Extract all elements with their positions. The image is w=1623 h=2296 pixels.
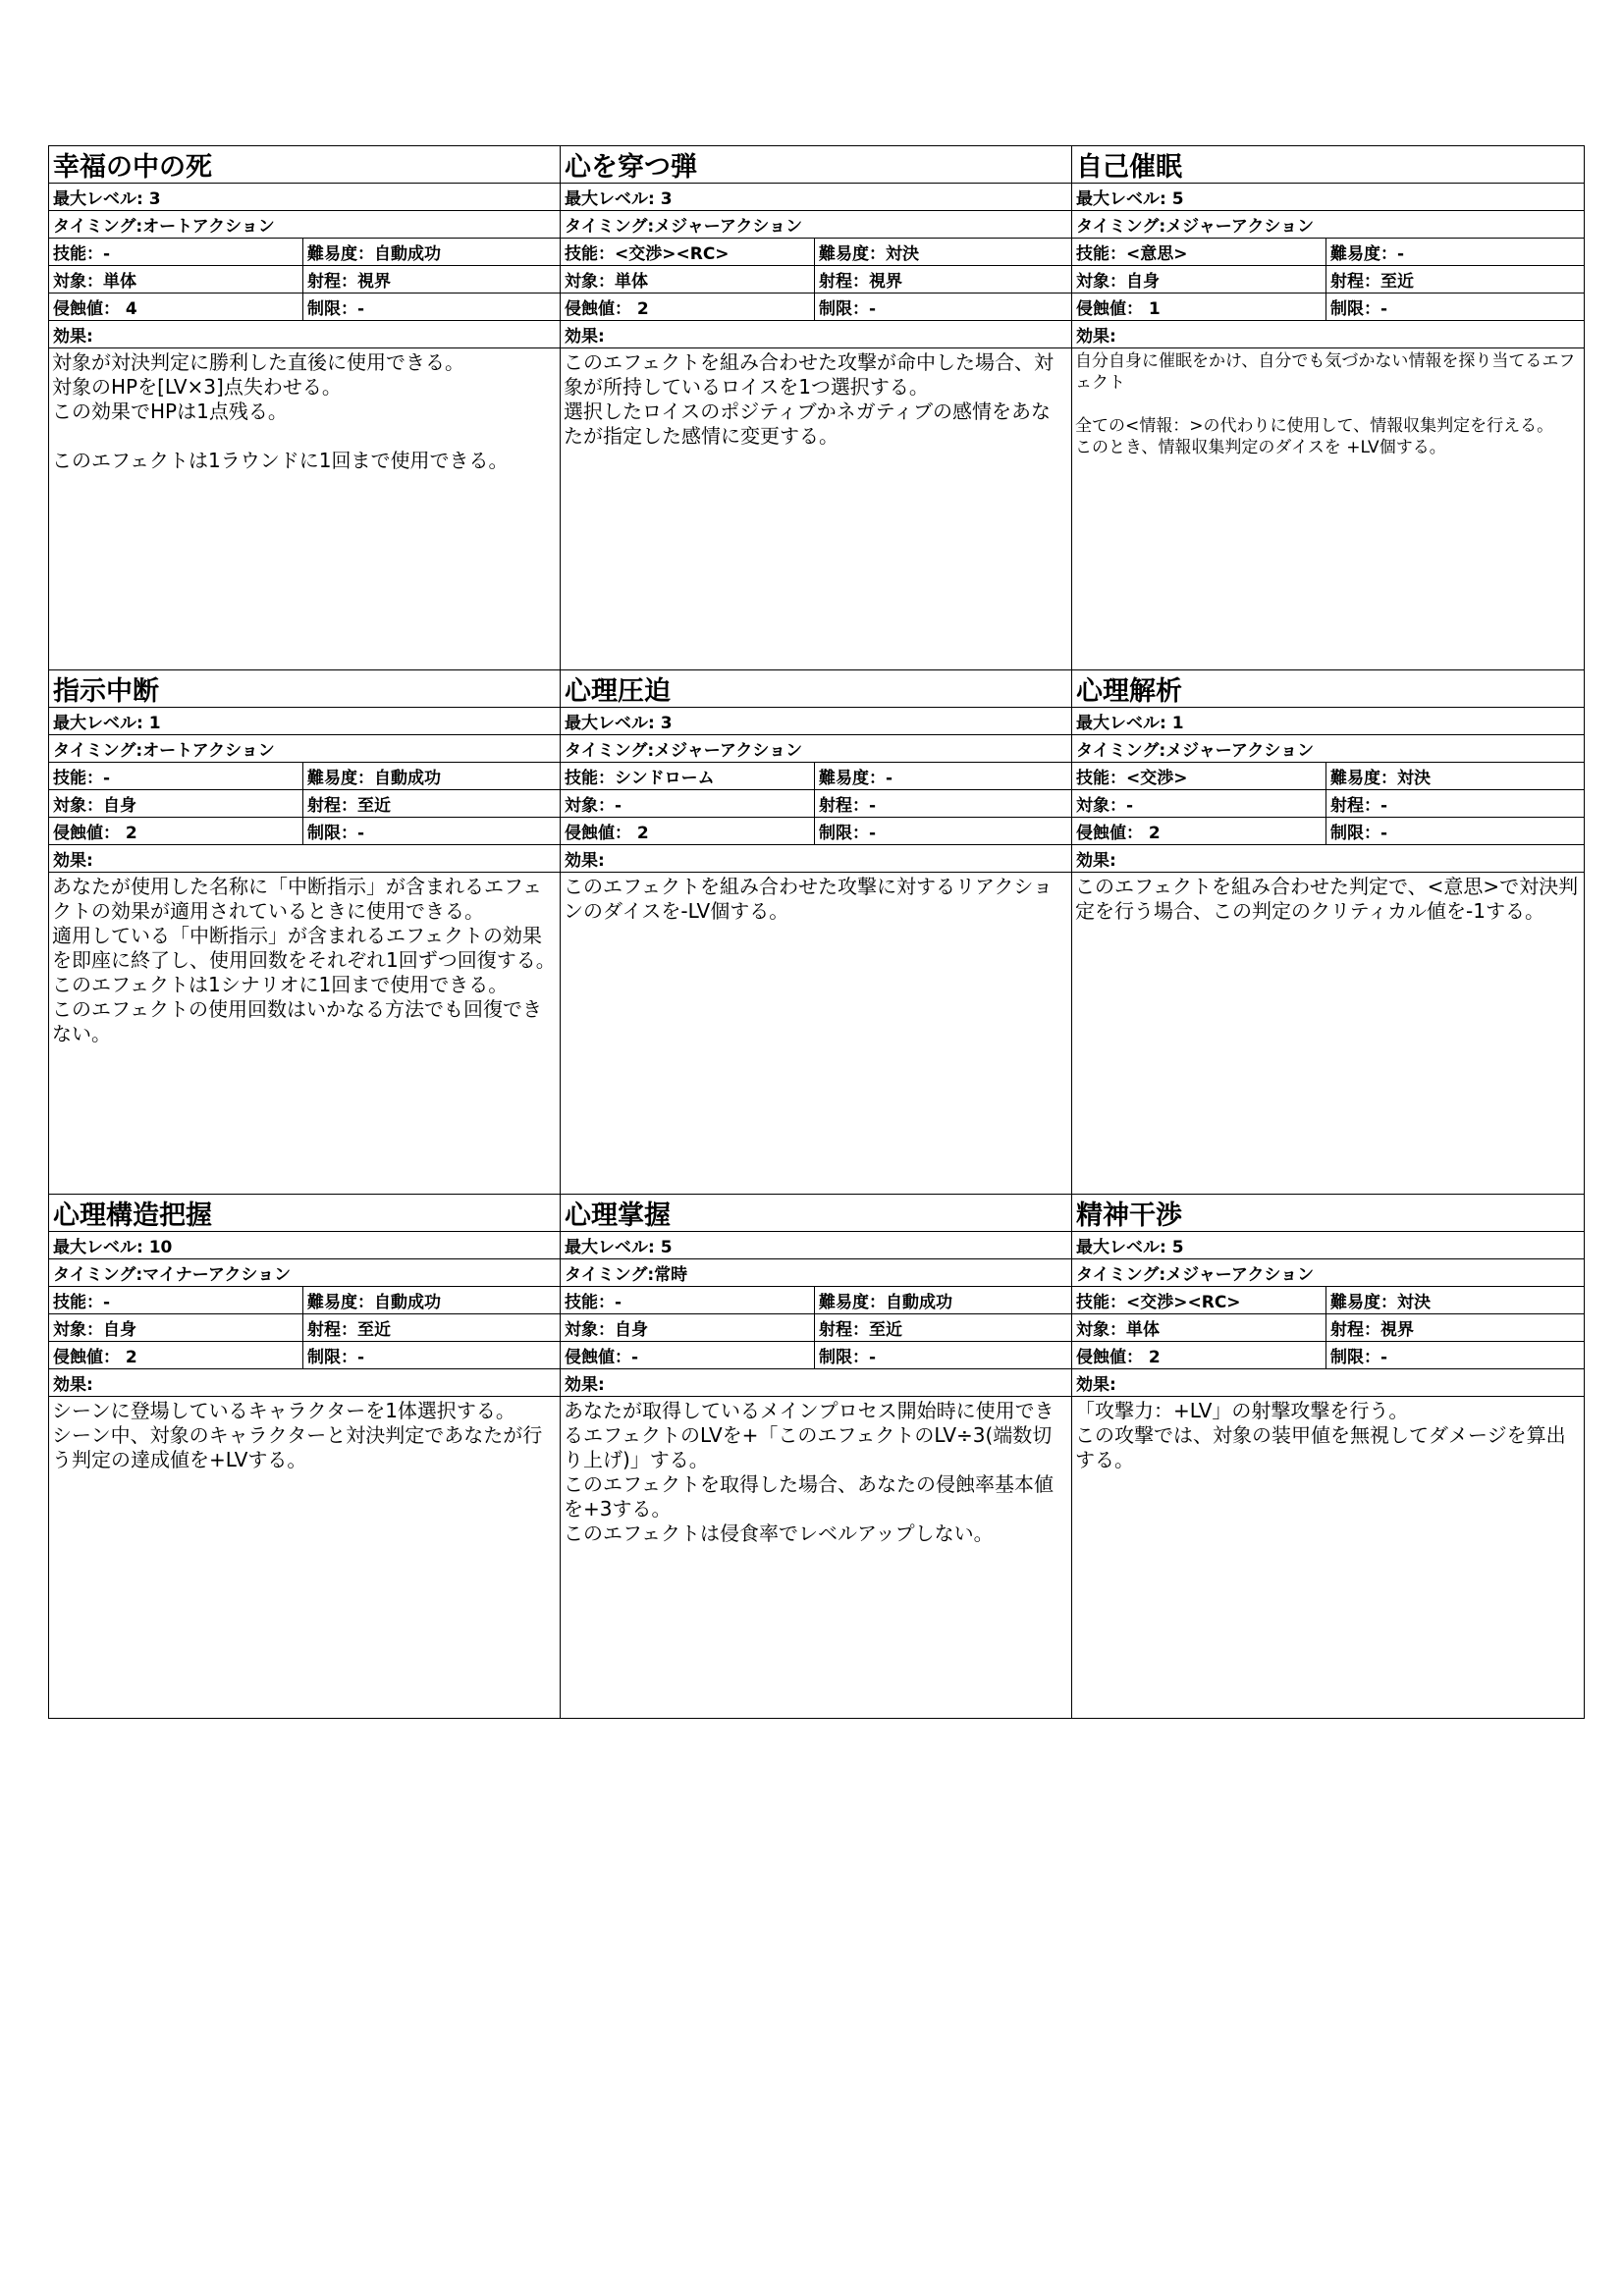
erosion: 侵蝕値： 2 — [1072, 1342, 1326, 1368]
target-range-row — [1072, 1314, 1584, 1342]
limit: 制限：- — [307, 299, 365, 319]
skill-difficulty-row — [49, 763, 560, 790]
erosion: 侵蝕値： 2 — [561, 294, 815, 320]
erosion: 侵蝕値： 1 — [1072, 294, 1326, 320]
effect-card — [1072, 1195, 1585, 1719]
target-range-row — [561, 1314, 1071, 1342]
effect-name: 指示中断 — [49, 670, 560, 708]
skill-difficulty-row — [561, 239, 1071, 266]
target-range-row — [561, 790, 1071, 818]
effect-name: 心理圧迫 — [561, 670, 1071, 708]
erosion-limit-row — [561, 818, 1071, 845]
target: 対象：自身 — [1072, 266, 1326, 293]
target: 対象：単体 — [49, 266, 303, 293]
target: 対象：単体 — [561, 266, 815, 293]
timing: タイミング:メジャーアクション — [561, 735, 1071, 763]
effect-description: シーンに登場しているキャラクターを1体選択する。 シーン中、対象のキャラクターと対決判定であなたが行う判定の達成値を+LVする。 — [52, 1399, 543, 1471]
limit: 制限：- — [1330, 1348, 1388, 1367]
effect-card — [1072, 146, 1585, 670]
range: 射程：- — [819, 796, 877, 816]
difficulty: 難易度：- — [1330, 244, 1405, 264]
max-level: 最大レベル: 1 — [1072, 708, 1584, 735]
timing: タイミング:メジャーアクション — [1072, 211, 1584, 239]
effect-label: 効果: — [1072, 1369, 1584, 1397]
effect-card — [561, 670, 1072, 1195]
effect-description: 「攻撃力：+LV」の射撃攻撃を行う。 この攻撃では、対象の装甲値を無視してダメージを算出する。 — [1075, 1399, 1566, 1471]
erosion: 侵蝕値：- — [561, 1342, 815, 1368]
effect-label: 効果: — [49, 845, 560, 873]
target-range-row — [49, 266, 560, 294]
effect-name: 幸福の中の死 — [49, 146, 560, 184]
limit: 制限：- — [1330, 299, 1388, 319]
effect-card — [561, 146, 1072, 670]
skill: 技能：- — [49, 1287, 303, 1313]
effect-name: 心理構造把握 — [49, 1195, 560, 1232]
max-level: 最大レベル: 5 — [561, 1232, 1071, 1259]
max-level: 最大レベル: 3 — [561, 708, 1071, 735]
target: 対象：自身 — [49, 790, 303, 817]
skill: 技能：<意思> — [1072, 239, 1326, 265]
target: 対象：- — [1072, 790, 1326, 817]
difficulty: 難易度：対決 — [1330, 1293, 1431, 1312]
erosion-limit-row — [561, 294, 1071, 321]
effect-card — [1072, 670, 1585, 1195]
skill: 技能：<交渉><RC> — [1072, 1287, 1326, 1313]
limit: 制限：- — [819, 824, 877, 843]
effect-label: 効果: — [1072, 845, 1584, 873]
effect-description: このエフェクトを組み合わせた判定で、<意思>で対決判定を行う場合、この判定のクリティカル値を-1する。 — [1075, 875, 1579, 923]
range: 射程：至近 — [307, 796, 391, 816]
effect-label: 効果: — [49, 321, 560, 348]
timing: タイミング:マイナーアクション — [49, 1259, 560, 1287]
max-level: 最大レベル: 1 — [49, 708, 560, 735]
difficulty: 難易度：自動成功 — [307, 244, 441, 264]
difficulty: 難易度：自動成功 — [307, 1293, 441, 1312]
effect-label: 効果: — [561, 1369, 1071, 1397]
erosion: 侵蝕値： 2 — [1072, 818, 1326, 844]
difficulty: 難易度：対決 — [819, 244, 919, 264]
skill-difficulty-row — [49, 239, 560, 266]
max-level: 最大レベル: 5 — [1072, 1232, 1584, 1259]
erosion-limit-row — [49, 1342, 560, 1369]
timing: タイミング:オートアクション — [49, 735, 560, 763]
target: 対象：自身 — [49, 1314, 303, 1341]
erosion-limit-row — [561, 1342, 1071, 1369]
erosion-limit-row — [1072, 294, 1584, 321]
skill-difficulty-row — [561, 1287, 1071, 1314]
skill-difficulty-row — [1072, 763, 1584, 790]
difficulty: 難易度：自動成功 — [307, 769, 441, 788]
effect-name: 心を穿つ弾 — [561, 146, 1071, 184]
erosion: 侵蝕値： 2 — [49, 1342, 303, 1368]
skill: 技能：シンドローム — [561, 763, 815, 789]
erosion-limit-row — [49, 818, 560, 845]
target-range-row — [49, 1314, 560, 1342]
timing: タイミング:常時 — [561, 1259, 1071, 1287]
effect-label: 効果: — [49, 1369, 560, 1397]
limit: 制限：- — [819, 1348, 877, 1367]
erosion: 侵蝕値： 2 — [561, 818, 815, 844]
effect-name: 心理掌握 — [561, 1195, 1071, 1232]
effect-card-sheet — [48, 145, 1585, 1719]
range: 射程：- — [1330, 796, 1388, 816]
timing: タイミング:メジャーアクション — [1072, 735, 1584, 763]
skill: 技能：<交渉> — [1072, 763, 1326, 789]
effect-name: 心理解析 — [1072, 670, 1584, 708]
skill: 技能：<交渉><RC> — [561, 239, 815, 265]
max-level: 最大レベル: 3 — [561, 184, 1071, 211]
limit: 制限：- — [819, 299, 877, 319]
timing: タイミング:オートアクション — [49, 211, 560, 239]
timing: タイミング:メジャーアクション — [561, 211, 1071, 239]
effect-description: 対象が対決判定に勝利した直後に使用できる。 対象のHPを[LV×3]点失わせる。 この効果でHPは1点残る。 このエフェクトは1ラウンドに1回まで使用できる。 — [52, 350, 509, 472]
range: 射程：至近 — [307, 1320, 391, 1340]
effect-name: 精神干渉 — [1072, 1195, 1584, 1232]
target-range-row — [1072, 266, 1584, 294]
target: 対象：自身 — [561, 1314, 815, 1341]
limit: 制限：- — [307, 824, 365, 843]
skill: 技能：- — [49, 763, 303, 789]
limit: 制限：- — [1330, 824, 1388, 843]
skill-difficulty-row — [561, 763, 1071, 790]
limit: 制限：- — [307, 1348, 365, 1367]
effect-label: 効果: — [561, 845, 1071, 873]
max-level: 最大レベル: 10 — [49, 1232, 560, 1259]
range: 射程：視界 — [1330, 1320, 1414, 1340]
range: 射程：視界 — [307, 272, 391, 292]
target-range-row — [561, 266, 1071, 294]
skill-difficulty-row — [49, 1287, 560, 1314]
erosion: 侵蝕値： 4 — [49, 294, 303, 320]
effect-label: 効果: — [561, 321, 1071, 348]
skill: 技能：- — [49, 239, 303, 265]
effect-description: あなたが取得しているメインプロセス開始時に使用できるエフェクトのLVを+「このエフェクトのLV÷3(端数切り上げ)」する。 このエフェクトを取得した場合、あなたの侵蝕率基本値を+3する。 このエフェクトは侵食率でレベルアップしない。 — [564, 1399, 1055, 1545]
max-level: 最大レベル: 5 — [1072, 184, 1584, 211]
effect-label: 効果: — [1072, 321, 1584, 348]
effect-description: このエフェクトを組み合わせた攻撃に対するリアクションのダイスを-LV個する。 — [564, 875, 1053, 923]
skill-difficulty-row — [1072, 239, 1584, 266]
max-level: 最大レベル: 3 — [49, 184, 560, 211]
skill-difficulty-row — [1072, 1287, 1584, 1314]
erosion-limit-row — [1072, 1342, 1584, 1369]
difficulty: 難易度：対決 — [1330, 769, 1431, 788]
skill: 技能：- — [561, 1287, 815, 1313]
difficulty: 難易度：自動成功 — [819, 1293, 952, 1312]
effect-description: このエフェクトを組み合わせた攻撃が命中した場合、対象が所持しているロイスを1つ選択する。 選択したロイスのポジティブかネガティブの感情をあなたが指定した感情に変更する。 — [564, 350, 1054, 448]
erosion: 侵蝕値： 2 — [49, 818, 303, 844]
erosion-limit-row — [49, 294, 560, 321]
effect-description: あなたが使用した名称に「中断指示」が含まれるエフェクトの効果が適用されているときに使用できる。 適用している「中断指示」が含まれるエフェクトの効果を即座に終了し、使用回数をそれぞれ1回ずつ回復する。 このエフェクトは1シナリオに1回まで使用できる。 このエフェクトの使用回数はいかなる方法でも回復できない。 — [52, 875, 556, 1045]
effect-card — [561, 1195, 1072, 1719]
difficulty: 難易度：- — [819, 769, 893, 788]
target-range-row — [49, 790, 560, 818]
erosion-limit-row — [1072, 818, 1584, 845]
effect-description: 自分自身に催眠をかけ、自分でも気づかない情報を探り当てるエフェクト 全ての<情報：>の代わりに使用して、情報収集判定を行える。 このとき、情報収集判定のダイスを +LV個する。 — [1075, 351, 1576, 457]
target-range-row — [1072, 790, 1584, 818]
range: 射程：至近 — [819, 1320, 902, 1340]
timing: タイミング:メジャーアクション — [1072, 1259, 1584, 1287]
effect-card — [49, 1195, 561, 1719]
range: 射程：視界 — [819, 272, 902, 292]
effect-card — [49, 146, 561, 670]
range: 射程：至近 — [1330, 272, 1414, 292]
target: 対象：- — [561, 790, 815, 817]
effect-name: 自己催眠 — [1072, 146, 1584, 184]
target: 対象：単体 — [1072, 1314, 1326, 1341]
effect-card — [49, 670, 561, 1195]
